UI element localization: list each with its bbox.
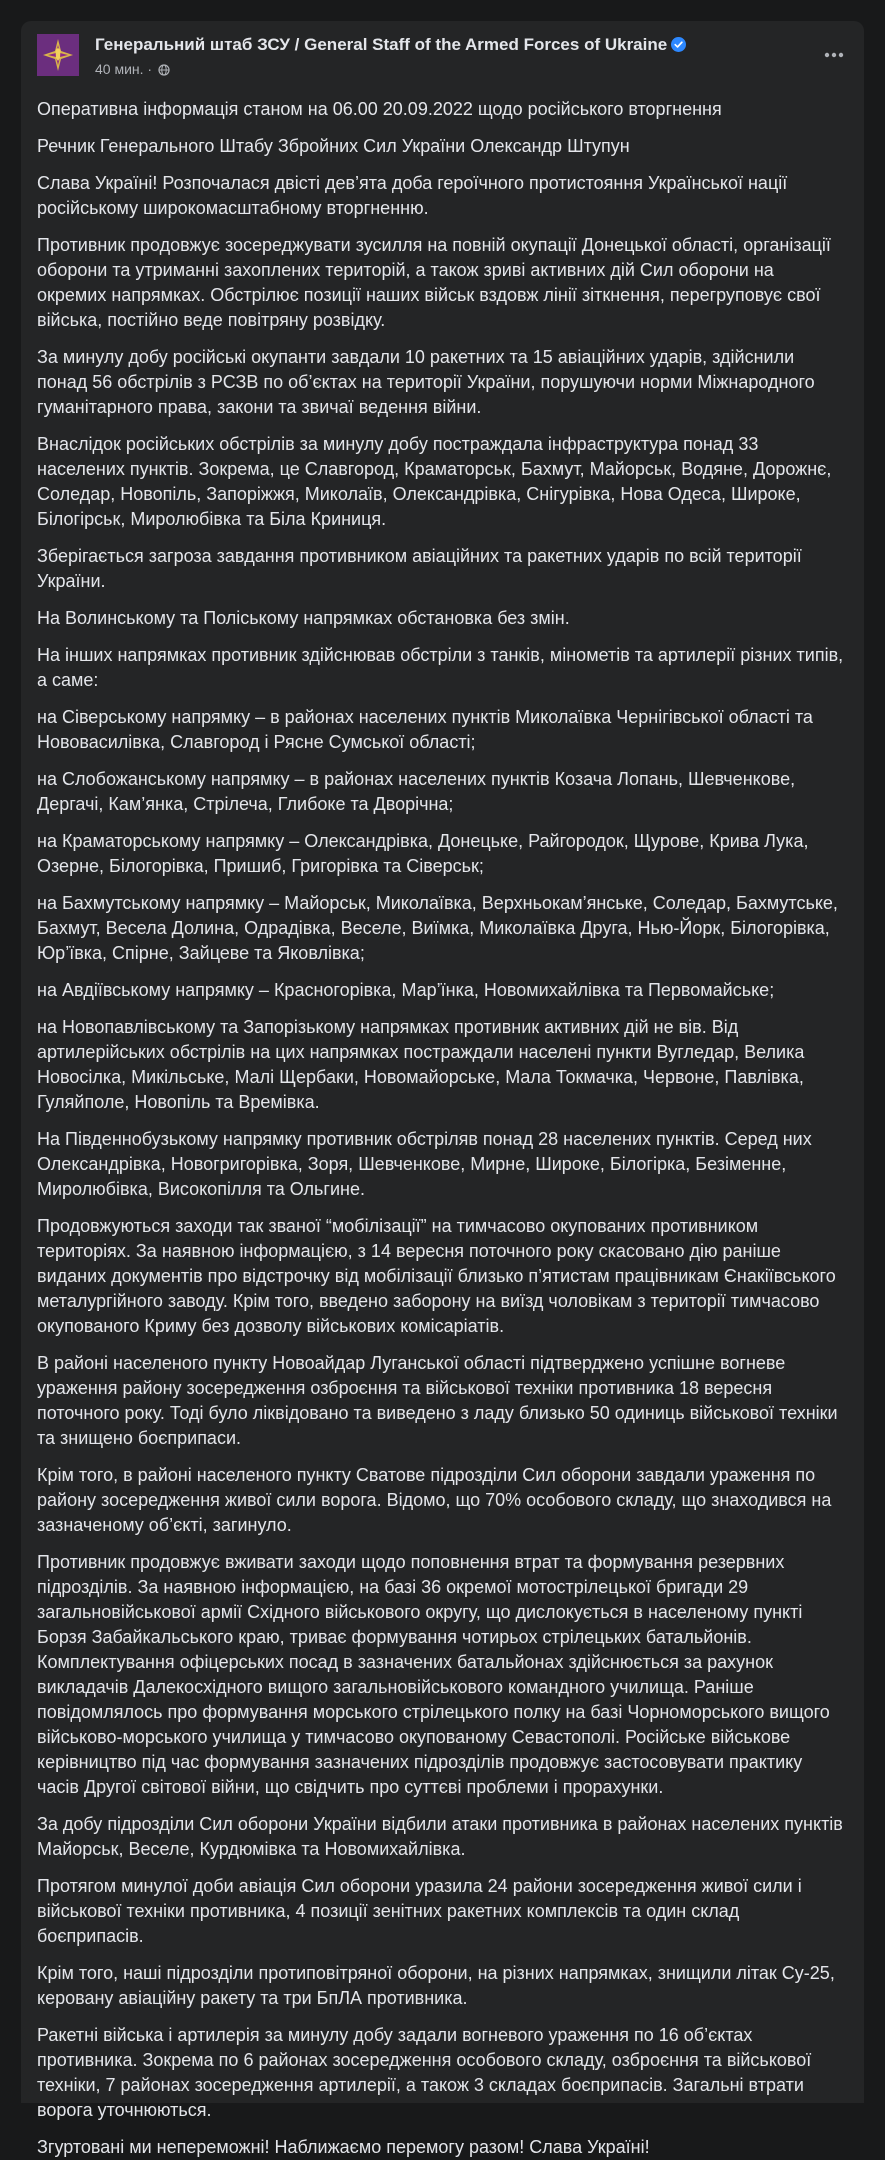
post-paragraph: Згуртовані ми непереможні! Наближаємо перемогу разом! Слава Україні! xyxy=(37,2137,650,2157)
post-paragraph: Ракетні війська і артилерія за минулу добу задали вогневого ураження по 16 об’єктах противника. Зокрема по 6 районах зосередження особового складу, озброєння та військової техніки, 7 районах зосередження артилерії, а також 3 складах боєприпасів. Загальні втрати ворога уточнюються. xyxy=(37,2025,812,2120)
post-paragraph: Крім того, в районі населеного пункту Сватове підрозділи Сил оборони завдали ураження по району зосередження живої сили ворога. Відомо, що 70% особового складу, що знаходився на зазначеному об’єкті, загинуло. xyxy=(37,1465,832,1535)
post-card xyxy=(21,21,864,2157)
post-paragraph: Протягом минулої доби авіація Сил оборони уразила 24 райони зосередження живої сили і військової техніки противника, 4 позиції зенітних ракетних комплексів та один склад боєприпасів. xyxy=(37,1876,802,1946)
post-meta xyxy=(95,61,170,79)
post-timestamp[interactable]: 40 мин. xyxy=(95,61,144,77)
post-paragraph: На інших напрямках противник здійснював обстріли з танків, мінометів та артилерії різних типів, а саме: xyxy=(37,645,844,690)
post-header xyxy=(21,21,864,97)
post-paragraph: Крім того, наші підрозділи протиповітряної оборони, на різних напрямках, знищили літак Су-25, керовану авіаційну ракету та три БпЛА противника. xyxy=(37,1963,835,2008)
post-paragraph: на Краматорському напрямку – Олександрівка, Донецьке, Райгородок, Щурове, Крива Лука, Озерне, Білогорівка, Пришиб, Григорівка та Сіверськ; xyxy=(37,831,809,876)
post-paragraph: на Бахмутському напрямку – Майорськ, Миколаївка, Верхньокам’янське, Соледар, Бахмутське, Бахмут, Весела Долина, Одрадівка, Веселе, Виїмка, Миколаївка Друга, Нью-Йорк, Білогорівка, Юр’ївка, Спірне, Зайцеве та Яковлівка; xyxy=(37,893,838,963)
post-paragraph: Противник продовжує зосереджувати зусилля на повній окупації Донецької області, організації оборони та утриманні захоплених територій, а також зриві активних дій Сил оборони на окремих напрямках. Обстрілює позиції наших військ вздовж лінії зіткнення, перегруповує свої війська, постійно веде повітряну розвідку. xyxy=(37,235,831,330)
post-paragraph: В районі населеного пункту Новоайдар Луганської області підтверджено успішне вогневе ураження району зосередження озброєння та військової техніки противника 18 вересня поточного року. Тоді було ліквідовано та виведено з ладу близько 50 одиниць військової техніки та знищено боєприпаси. xyxy=(37,1353,838,1448)
post-paragraph: на Авдіївському напрямку – Красногорівка, Мар’їнка, Новомихайлівка та Первомайське; xyxy=(37,980,775,1000)
post-paragraph: Внаслідок російських обстрілів за минулу добу постраждала інфраструктура понад 33 населених пунктів. Зокрема, це Славгород, Краматорськ, Бахмут, Майорськ, Водяне, Дорожнє, Соледар, Новопіль, Запоріжжя, Миколаїв, Олександрівка, Снігурівка, Нова Одеса, Широке, Білогірськ, Миролюбівка та Біла Криниця. xyxy=(37,434,832,529)
post-paragraph: на Слобожанському напрямку – в районах населених пунктів Козача Лопань, Шевченкове, Дергачі, Кам’янка, Стрілеча, Глибоке та Дворічна; xyxy=(37,769,796,814)
meta-separator: · xyxy=(147,61,153,77)
page-name-link[interactable] xyxy=(95,35,686,57)
post-paragraph: На Південнобузькому напрямку противник обстріляв понад 28 населених пунктів. Серед них Олександрівка, Новогригорівка, Зоря, Шевченкове, Мирне, Широке, Білогірка, Безіменне, Миролюбівка, Високопілля та Ольгине. xyxy=(37,1129,812,1199)
post-paragraph: Продовжуються заходи так званої “мобілізації” на тимчасово окупованих противником територіях. За наявною інформацією, з 14 вересня поточного року скасовано дію раніше виданих документів про відстрочку від мобілізації близько п’ятистам працівникам Єнакіївського металургійного заводу. Крім того, введено заборону на виїзд чоловікам з території тимчасово окупованого Криму без дозволу військових комісаріатів. xyxy=(37,1216,836,1336)
post-paragraph: на Сіверському напрямку – в районах населених пунктів Миколаївка Чернігівської області та Нововасилівка, Славгород і Рясне Сумської області; xyxy=(37,707,813,752)
post-paragraph: Речник Генерального Штабу Збройних Сил України Олександр Штупун xyxy=(37,136,630,156)
ukraine-armed-forces-emblem-icon xyxy=(37,34,79,76)
post-paragraph: Слава Україні! Розпочалася двісті дев’ята доба героїчного протистояння Української нації російському широкомасштабному вторгненню. xyxy=(37,173,788,218)
more-horizontal-icon xyxy=(824,52,844,58)
post-paragraph: на Новопавлівському та Запорізькому напрямках противник активних дій не вів. Від артилерійських обстрілів на цих напрямках постраждали населені пункти Вугледар, Велика Новосілка, Микільське, Малі Щербаки, Новомайорське, Мала Токмачка, Червоне, Павлівка, Гуляйполе, Новопіль та Времівка. xyxy=(37,1017,805,1112)
post-paragraph: Зберігається загроза завдання противником авіаційних та ракетних ударів по всій території України. xyxy=(37,546,802,591)
post-paragraph: За добу підрозділи Сил оборони України відбили атаки противника в районах населених пунктів Майорськ, Веселе, Курдюмівка та Новомихайлівка. xyxy=(37,1814,843,1859)
globe-icon[interactable] xyxy=(158,63,170,79)
post-paragraph: На Волинському та Поліському напрямках обстановка без змін. xyxy=(37,608,570,628)
page-name[interactable]: Генеральний штаб ЗСУ / General Staff of the Armed Forces of Ukraine xyxy=(95,35,668,54)
post-body xyxy=(21,97,864,2160)
post-paragraph: Оперативна інформація станом на 06.00 20.09.2022 щодо російського вторгнення xyxy=(37,99,722,119)
post-paragraph: Противник продовжує вживати заходи щодо поповнення втрат та формування резервних підрозділів. За наявною інформацією, на базі 36 окремої мотострілецької бригади 29 загальновійськової армії Східного військового округу, що дислокується в населеному пункті Борзя Забайкальського краю, триває формування чотирьох стрілецьких батальйонів. Комплектування офіцерських посад в зазначених батальйонах здійснюється за рахунок викладачів Далекосхідного вищого загальновійськового командного училища. Раніше повідомлялось про формування морського стрілецького полку на базі Чорноморського вищого військово-морського училища у тимчасово окупованому Севастополі. Російське військове керівництво під час формування зазначених підрозділів продовжує застосовувати практику часів Другої світової війни, що свідчить про суттєві проблеми і прорахунки. xyxy=(37,1552,830,1797)
verified-badge-icon xyxy=(671,37,686,57)
post-paragraph: За минулу добу російські окупанти завдали 10 ракетних та 15 авіаційних ударів, здійснили понад 56 обстрілів з РСЗВ по об’єктах на території України, порушуючи норми Міжнародного гуманітарного права, закони та звичаї ведення війни. xyxy=(37,347,815,417)
more-options-button[interactable] xyxy=(816,37,852,73)
page-avatar[interactable] xyxy=(37,34,79,76)
